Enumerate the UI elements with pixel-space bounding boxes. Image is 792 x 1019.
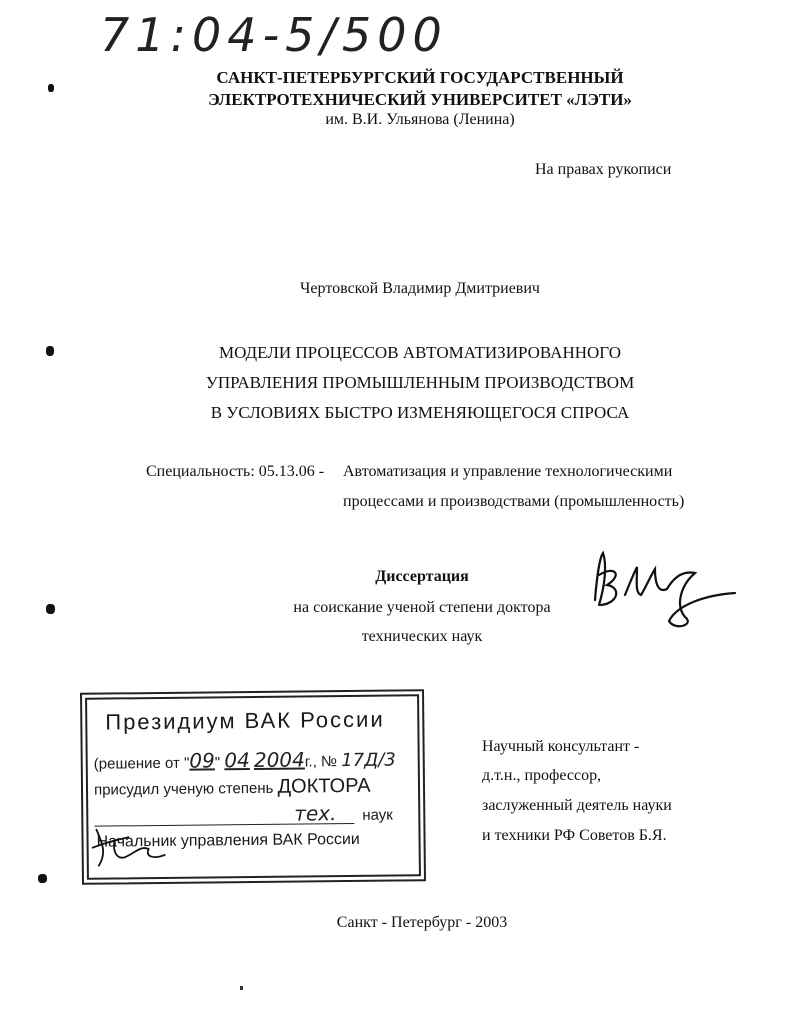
consultant-line-2: д.т.н., профессор, [482, 767, 602, 784]
consultant-line-4: и техники РФ Советов Б.Я. [482, 827, 667, 844]
archive-code: 71:04-5/500 [100, 8, 448, 62]
specialty-label: Специальность: 05.13.06 - [146, 463, 325, 480]
scan-speck [38, 874, 47, 883]
consultant-line-1: Научный консультант - [482, 738, 640, 755]
specialty-line-2: процессами и производствами (промышленность) [343, 493, 685, 510]
stamp-sciences: наук [362, 806, 393, 824]
university-line-2: ЭЛЕКТРОТЕХНИЧЕСКИЙ УНИВЕРСИТЕТ «ЛЭТИ» [208, 90, 632, 109]
dissertation-line-2: технических наук [361, 628, 483, 645]
stamp-year: 2004 [253, 747, 305, 772]
stamp-mid-quote: " [214, 754, 221, 772]
scan-speck [48, 84, 54, 92]
dissertation-heading: Диссертация [375, 568, 469, 585]
stamp-degree: ДОКТОРА [277, 774, 371, 798]
consultant-line-3: заслуженный деятель науки [482, 797, 672, 814]
stamp-day: 09 [189, 748, 215, 773]
scan-speck [46, 604, 55, 614]
stamp-awarded: присудил ученую степень [93, 779, 274, 799]
university-line-3: им. В.И. Ульянова (Ленина) [325, 111, 515, 128]
specialty-line-1: Автоматизация и управление технологическими [343, 463, 673, 480]
author-name: Чертовской Владимир Дмитриевич [300, 280, 540, 297]
rights-note: На правах рукописи [535, 161, 672, 178]
stamp-field: тех. [294, 801, 337, 826]
scan-speck [240, 986, 243, 990]
university-line-1: САНКТ-ПЕТЕРБУРГСКИЙ ГОСУДАРСТВЕННЫЙ [216, 68, 624, 87]
stamp-decision-prefix: (решение от " [93, 754, 190, 773]
title-line-2: УПРАВЛЕНИЯ ПРОМЫШЛЕННЫМ ПРОИЗВОДСТВОМ [205, 373, 635, 392]
title-line-1: МОДЕЛИ ПРОЦЕССОВ АВТОМАТИЗИРОВАННОГО [219, 343, 621, 362]
stamp-signature [88, 819, 179, 870]
vak-stamp [85, 694, 421, 879]
stamp-awarded-line [94, 775, 371, 801]
title-line-3: В УСЛОВИЯХ БЫСТРО ИЗМЕНЯЮЩЕГОСЯ СПРОСА [210, 403, 630, 422]
stamp-year-suffix: г., № [304, 753, 338, 771]
stamp-head: Начальник управления ВАК России [96, 830, 360, 851]
scan-speck [46, 346, 54, 356]
stamp-number: 17Д/3 [341, 749, 396, 772]
footer-place-year: Санкт - Петербург - 2003 [336, 914, 508, 931]
author-signature [585, 545, 745, 635]
stamp-title: Президиум ВАК России [105, 706, 385, 735]
stamp-month: 04 [224, 748, 250, 773]
stamp-decision-line [94, 747, 396, 774]
dissertation-line-1: на соискание ученой степени доктора [293, 599, 551, 616]
